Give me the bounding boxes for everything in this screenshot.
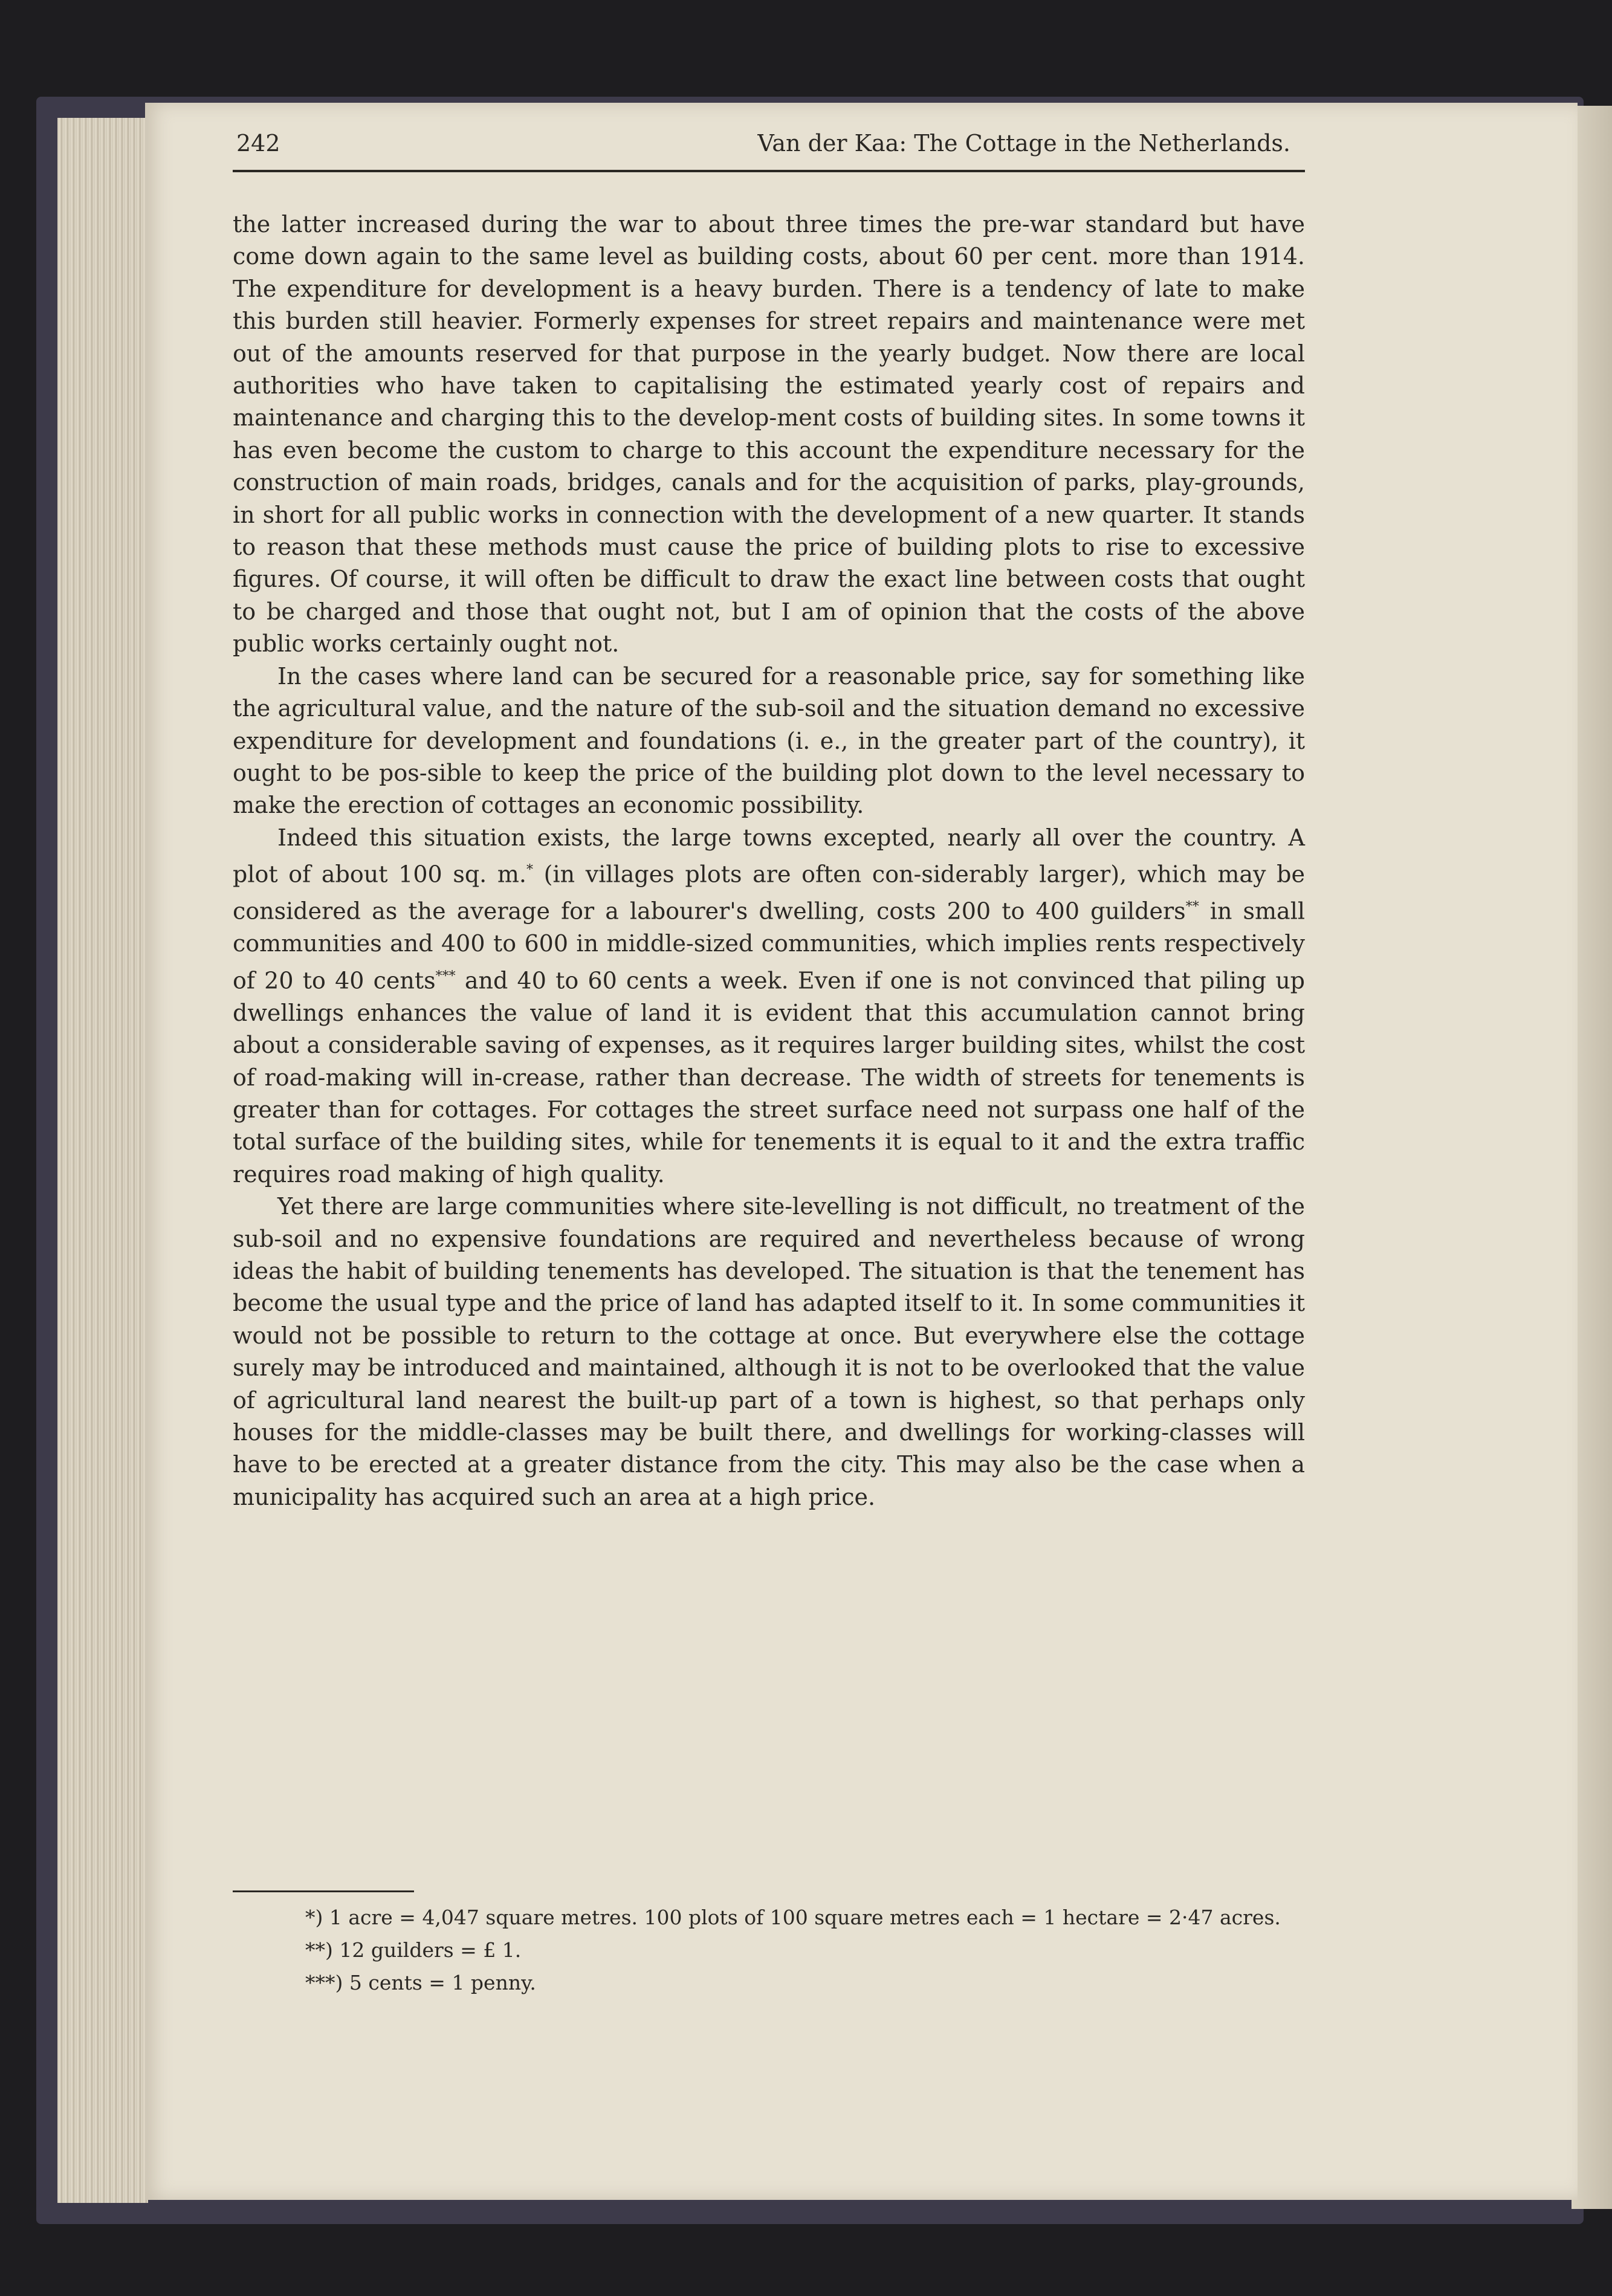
running-head: Van der Kaa: The Cottage in the Netherlands. [757, 130, 1290, 157]
page-header [233, 130, 1305, 172]
paragraph-text: Indeed this situation exists, the large towns excepted, nearly all over the country. A plot of about 100 sq. m. [233, 824, 1305, 888]
footnote: *) 1 acre = 4,047 square metres. 100 plots of 100 square metres each = 1 hectare = 2·47 acres. [305, 1906, 1281, 1929]
paragraph: the latter increased during the war to about three times the pre-war standard but have come down again to the same level as building costs, about 60 per cent. more than 1914. The expenditure for development is a heavy burden. There is a tendency of late to make this burden still heavier. Formerly expenses for street repairs and maintenance were met out of the amounts reserved for that purpose in the yearly budget. Now there are local authorities who have taken to capitalising the estimated yearly cost of repairs and maintenance and charging this to the develop-ment costs of building sites. In some towns it has even become the custom to charge to this account the expenditure necessary for the construction of main roads, bridges, canals and for the acquisition of parks, play-grounds, in short for all public works in connection with the development of a new quarter. It stands to reason that these methods must cause the price of building plots to rise to excessive figures. Of course, it will often be difficult to draw the exact line between costs that ought to be charged and those that ought not, but I am of opinion that the costs of the above public works certainly ought not. [233, 211, 1305, 658]
paragraph: In the cases where land can be secured for a reasonable price, say for something like the agricultural value, and the nature of the sub-soil and the situation demand no excessive expenditure for development and foundations (i. e., in the greater part of the country), it ought to be pos-sible to keep the price of the building plot down to the level necessary to make the erection of cottages an economic possibility. [233, 662, 1305, 819]
facing-page-edge [1572, 106, 1612, 2209]
paragraph-text: in small communities and 400 to 600 in middle-sized communities, which implies rents respectively of 20 to 40 cents [233, 897, 1306, 994]
paragraph [233, 822, 1305, 1191]
footnote: ***) 5 cents = 1 penny. [305, 1971, 536, 1994]
footnotes [233, 1901, 1305, 1999]
footnote-divider [233, 1890, 414, 1892]
paragraph: Yet there are large communities where site-levelling is not difficult, no treatment of the sub-soil and no expensive foundations are required and nevertheless because of wrong ideas the habit of building tenements has developed. The situation is that the tenement has become the usual type and the price of land has adapted itself to it. In some communities it would not be possible to return to the cottage at once. But everywhere else the cottage surely may be introduced and maintained, although it is not to be overlooked that the value of agricultural land nearest the built-up part of a town is highest, so that perhaps only houses for the middle-classes may be built there, and dwellings for working-classes will have to be erected at a greater distance from the city. This may also be the case when a municipality has acquired such an area at a high price. [233, 1193, 1305, 1510]
footnote-mark: ** [1185, 899, 1199, 915]
footnote-mark: * [526, 862, 534, 878]
paragraph-text: (in villages plots are often con-siderably larger), which may be considered as the average for a labourer's dwelling, costs 200 to 400 guilders [233, 861, 1305, 925]
footnote-mark: *** [435, 968, 456, 984]
footnote: **) 12 guilders = £ 1. [305, 1938, 522, 1962]
paragraph-text: and 40 to 60 cents a week. Even if one is not convinced that piling up dwellings enhances the value of land it is evident that this accumulation cannot bring about a considerable saving of expenses, as it requires larger building sites, whilst the cost of road-making will in-crease, rather than decrease. The width of streets for tenements is greater than for cottages. For cottages the street surface need not surpass one half of the total surface of the building sites, while for tenements it is equal to it and the extra traffic requires road making of high quality. [233, 967, 1305, 1188]
page-number: 242 [236, 130, 280, 157]
body-text [233, 209, 1305, 1513]
page-edges [57, 118, 148, 2203]
